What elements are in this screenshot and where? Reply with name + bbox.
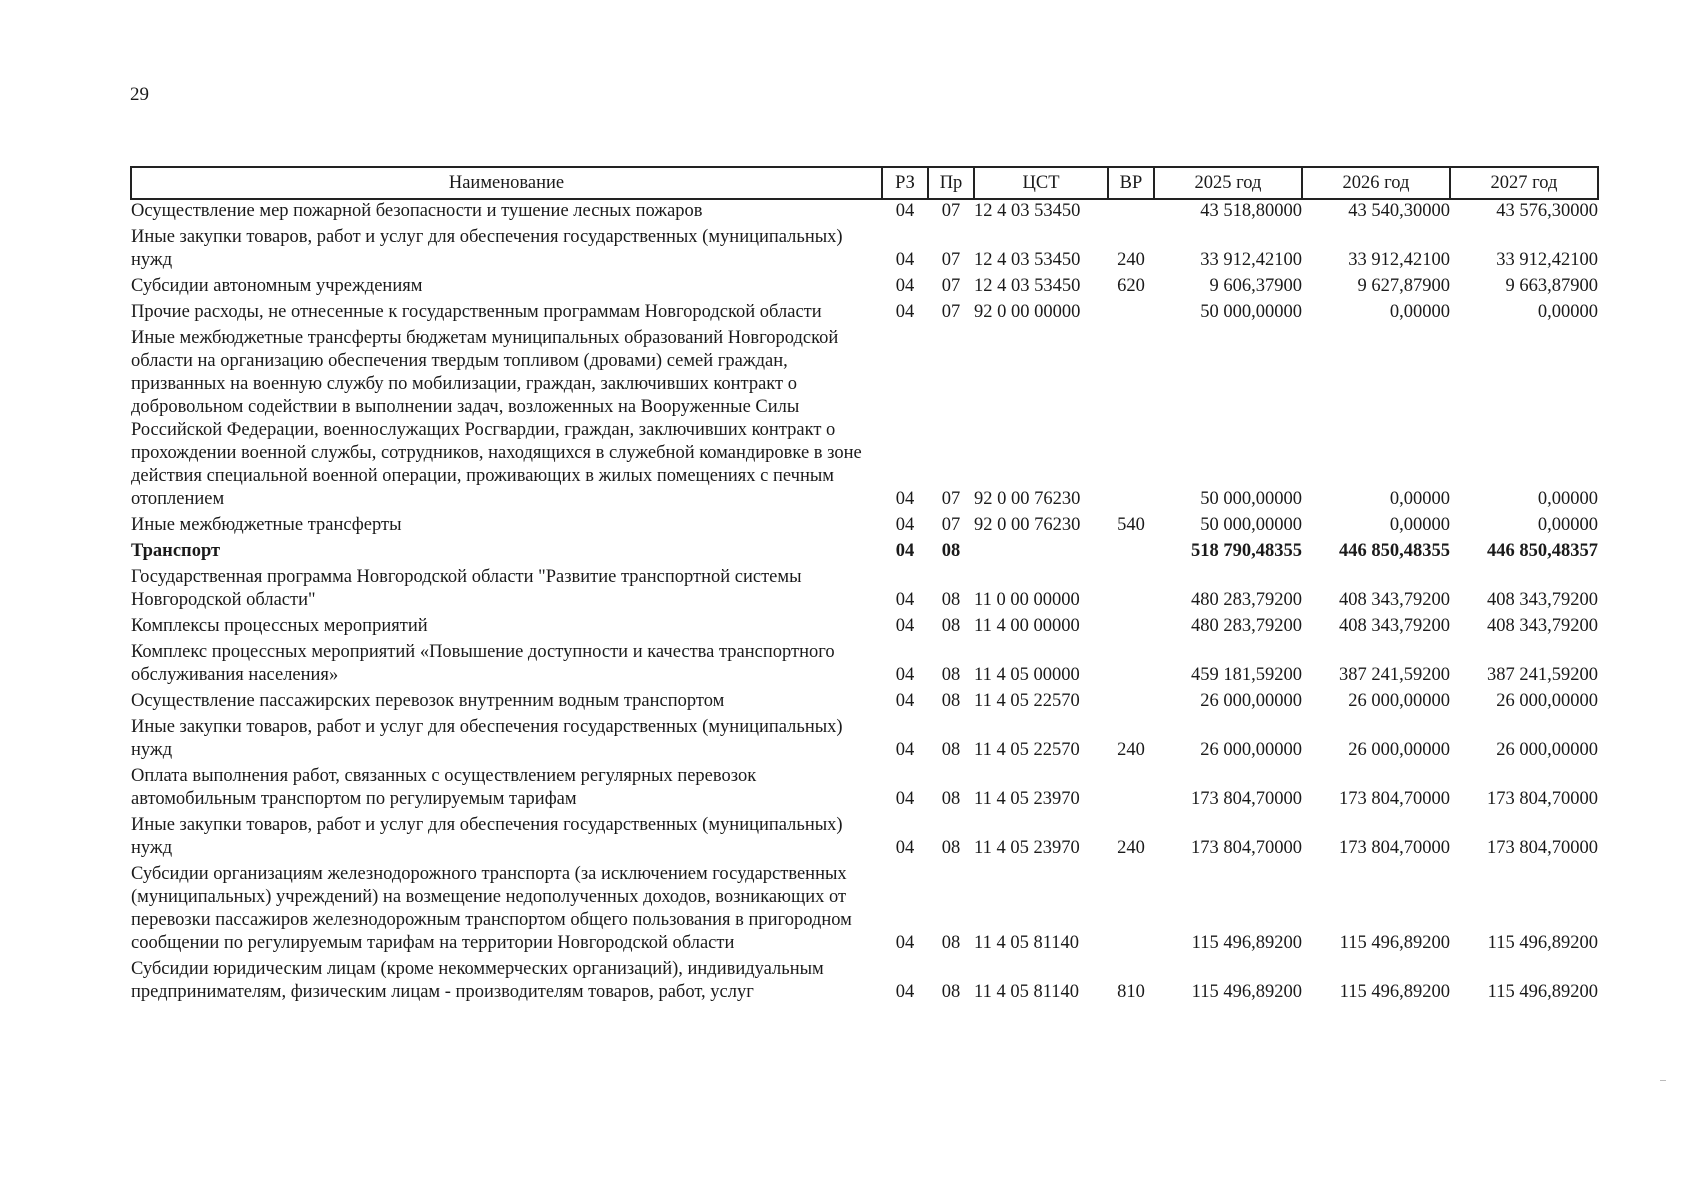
cell-y2026: 9 627,87900 — [1357, 276, 1450, 296]
cell-rz: 04 — [895, 201, 915, 221]
cell-cst: 11 4 05 00000 — [974, 665, 1080, 685]
cell-vr: 810 — [1117, 982, 1145, 1002]
cell-cst: 12 4 03 53450 — [974, 250, 1081, 270]
cell-cst: 11 4 05 22570 — [974, 740, 1080, 760]
cell-vr — [1108, 199, 1154, 226]
cell-vr: 240 — [1117, 740, 1145, 760]
cell-y2025: 518 790,48355 — [1191, 541, 1302, 561]
cell-vr: 540 — [1117, 515, 1145, 535]
cell-vr — [1108, 540, 1154, 566]
cell-y2025: 26 000,00000 — [1200, 740, 1302, 760]
cell-y2027: 173 804,70000 — [1487, 838, 1598, 858]
cell-pr: 08 — [941, 691, 961, 711]
cell-y2027: 408 343,79200 — [1487, 590, 1598, 610]
cell-name: Оплата выполнения работ, связанных с осуществлением регулярных перевозок автомобильным транспортом по регулируемым тарифам — [131, 766, 757, 809]
cell-cst: 11 4 00 00000 — [974, 616, 1080, 636]
cell-vr — [1108, 641, 1154, 690]
table-row — [131, 199, 1598, 226]
header-cst: ЦСТ — [974, 167, 1108, 199]
cell-rz: 04 — [895, 489, 915, 509]
table-row — [131, 716, 1598, 765]
cell-y2025: 115 496,89200 — [1191, 982, 1302, 1002]
cell-vr — [1108, 863, 1154, 958]
header-vr: ВР — [1108, 167, 1154, 199]
cell-name: Иные закупки товаров, работ и услуг для обеспечения государственных (муниципальных) нужд — [131, 815, 843, 858]
cell-y2025: 43 518,80000 — [1200, 201, 1302, 221]
table-row — [131, 690, 1598, 716]
cell-y2026: 115 496,89200 — [1339, 982, 1450, 1002]
table-row — [131, 814, 1598, 863]
cell-pr: 08 — [941, 541, 961, 561]
header-2026: 2026 год — [1302, 167, 1450, 199]
table-row — [131, 566, 1598, 615]
cell-rz: 04 — [895, 250, 915, 270]
cell-name: Иные межбюджетные трансферты — [131, 515, 402, 535]
cell-vr — [1108, 765, 1154, 814]
cell-name: Прочие расходы, не отнесенные к государственным программам Новгородской области — [131, 302, 822, 322]
cell-y2025: 50 000,00000 — [1200, 489, 1302, 509]
cell-y2027: 43 576,30000 — [1496, 201, 1598, 221]
table-row — [131, 765, 1598, 814]
cell-rz: 04 — [895, 665, 915, 685]
cell-y2027: 26 000,00000 — [1496, 691, 1598, 711]
cell-pr: 07 — [941, 276, 961, 296]
cell-vr: 240 — [1117, 250, 1145, 270]
cell-name: Субсидии организациям железнодорожного транспорта (за исключением государственных (муниципальных) учреждений) на возмещение недополученных доходов, возникающих от перевозки пассажиров железнодорожным транспортом общего пользования в пригородном сообщении по регулируемым тарифам на территории Новгородской области — [131, 864, 852, 953]
table-row — [131, 514, 1598, 540]
cell-cst: 11 4 05 22570 — [974, 691, 1080, 711]
cell-vr — [1108, 615, 1154, 641]
cell-cst: 92 0 00 76230 — [974, 515, 1081, 535]
cell-name: Субсидии юридическим лицам (кроме некоммерческих организаций), индивидуальным предпринимателям, физическим лицам - производителям товаров, работ, услуг — [131, 959, 824, 1002]
cell-pr: 08 — [941, 590, 961, 610]
cell-rz: 04 — [895, 276, 915, 296]
cell-pr: 08 — [941, 838, 961, 858]
page-number: 29 — [130, 84, 149, 105]
cell-rz: 04 — [895, 590, 915, 610]
cell-vr — [1108, 690, 1154, 716]
cell-y2026: 0,00000 — [1389, 489, 1450, 509]
table-body — [131, 199, 1598, 1007]
cell-pr: 07 — [941, 201, 961, 221]
table-row — [131, 615, 1598, 641]
header-name: Наименование — [131, 167, 882, 199]
cell-y2027: 9 663,87900 — [1505, 276, 1598, 296]
cell-pr: 07 — [941, 515, 961, 535]
cell-name: Осуществление пассажирских перевозок внутренним водным транспортом — [131, 691, 725, 711]
cell-y2026: 26 000,00000 — [1348, 740, 1450, 760]
cell-name: Комплекс процессных мероприятий «Повышение доступности и качества транспортного обслуживания населения» — [131, 642, 835, 685]
cell-y2026: 33 912,42100 — [1348, 250, 1450, 270]
cell-y2027: 33 912,42100 — [1496, 250, 1598, 270]
cell-cst: 92 0 00 76230 — [974, 489, 1081, 509]
cell-name: Иные межбюджетные трансферты бюджетам муниципальных образований Новгородской области на организацию обеспечения твердым топливом (дровами) семей граждан, призванных на военную службу по мобилизации, граждан, заключивших контракт о добровольном содействии в выполнении задач, возложенных на Вооруженные Силы Российской Федерации, военнослужащих Росгвардии, граждан, заключивших контракт о прохождении военной службы, сотрудников, находящихся в служебной командировке в зоне действия специальной военной операции, проживающих в жилых помещениях с печным отоплением — [131, 328, 862, 509]
cell-rz: 04 — [895, 616, 915, 636]
cell-name: Субсидии автономным учреждениям — [131, 276, 423, 296]
cell-y2027: 408 343,79200 — [1487, 616, 1598, 636]
cell-rz: 04 — [895, 515, 915, 535]
cell-y2026: 408 343,79200 — [1339, 590, 1450, 610]
header-2025: 2025 год — [1154, 167, 1302, 199]
cell-name: Осуществление мер пожарной безопасности и тушение лесных пожаров — [131, 201, 703, 221]
header-rz: РЗ — [882, 167, 928, 199]
cell-y2027: 115 496,89200 — [1487, 933, 1598, 953]
cell-name: Государственная программа Новгородской области "Развитие транспортной системы Новгородской области" — [131, 567, 802, 610]
cell-vr — [1108, 566, 1154, 615]
cell-rz: 04 — [895, 933, 915, 953]
cell-rz: 04 — [895, 789, 915, 809]
cell-y2026: 0,00000 — [1389, 302, 1450, 322]
cell-y2025: 50 000,00000 — [1200, 515, 1302, 535]
cell-y2025: 480 283,79200 — [1191, 616, 1302, 636]
cell-vr: 620 — [1117, 276, 1145, 296]
cell-y2026: 26 000,00000 — [1348, 691, 1450, 711]
budget-table — [130, 166, 1599, 1007]
cell-rz: 04 — [895, 838, 915, 858]
cell-rz: 04 — [895, 541, 915, 561]
cell-pr: 08 — [941, 616, 961, 636]
cell-y2026: 387 241,59200 — [1339, 665, 1450, 685]
cell-y2025: 173 804,70000 — [1191, 789, 1302, 809]
cell-y2027: 173 804,70000 — [1487, 789, 1598, 809]
table-row — [131, 641, 1598, 690]
cell-y2026: 408 343,79200 — [1339, 616, 1450, 636]
table-row — [131, 540, 1598, 566]
header-2027: 2027 год — [1450, 167, 1598, 199]
cell-name: Иные закупки товаров, работ и услуг для обеспечения государственных (муниципальных) нужд — [131, 227, 843, 270]
cell-y2025: 115 496,89200 — [1191, 933, 1302, 953]
table-row — [131, 226, 1598, 275]
cell-pr: 08 — [941, 982, 961, 1002]
table-row — [131, 275, 1598, 301]
cell-y2027: 0,00000 — [1537, 489, 1598, 509]
table-row — [131, 327, 1598, 514]
cell-pr: 07 — [941, 250, 961, 270]
table-row — [131, 301, 1598, 327]
cell-y2027: 0,00000 — [1537, 515, 1598, 535]
cell-cst — [974, 540, 1108, 566]
cell-vr — [1108, 327, 1154, 514]
cell-y2025: 9 606,37900 — [1209, 276, 1302, 296]
cell-pr: 08 — [941, 933, 961, 953]
cell-y2026: 115 496,89200 — [1339, 933, 1450, 953]
cell-pr: 08 — [941, 789, 961, 809]
cell-y2026: 43 540,30000 — [1348, 201, 1450, 221]
table-header-row — [131, 167, 1598, 199]
cell-rz: 04 — [895, 740, 915, 760]
cell-cst: 11 0 00 00000 — [974, 590, 1080, 610]
cell-y2027: 115 496,89200 — [1487, 982, 1598, 1002]
cell-name: Иные закупки товаров, работ и услуг для обеспечения государственных (муниципальных) нужд — [131, 717, 843, 760]
scan-edge-mark — [1660, 1080, 1666, 1081]
cell-y2026: 0,00000 — [1389, 515, 1450, 535]
cell-name: Транспорт — [131, 541, 221, 561]
cell-y2025: 173 804,70000 — [1191, 838, 1302, 858]
cell-cst: 92 0 00 00000 — [974, 302, 1081, 322]
cell-vr: 240 — [1117, 838, 1145, 858]
cell-cst: 11 4 05 23970 — [974, 838, 1080, 858]
cell-cst: 12 4 03 53450 — [974, 276, 1081, 296]
cell-pr: 08 — [941, 740, 961, 760]
cell-rz: 04 — [895, 302, 915, 322]
cell-name: Комплексы процессных мероприятий — [131, 616, 428, 636]
cell-y2025: 480 283,79200 — [1191, 590, 1302, 610]
cell-cst: 11 4 05 81140 — [974, 933, 1080, 953]
cell-vr — [1108, 301, 1154, 327]
cell-rz: 04 — [895, 691, 915, 711]
cell-pr: 07 — [941, 489, 961, 509]
cell-y2027: 0,00000 — [1537, 302, 1598, 322]
cell-pr: 08 — [941, 665, 961, 685]
cell-y2025: 26 000,00000 — [1200, 691, 1302, 711]
cell-y2026: 173 804,70000 — [1339, 789, 1450, 809]
cell-y2025: 50 000,00000 — [1200, 302, 1302, 322]
cell-pr: 07 — [941, 302, 961, 322]
cell-y2027: 387 241,59200 — [1487, 665, 1598, 685]
cell-y2027: 446 850,48357 — [1487, 541, 1598, 561]
cell-cst: 11 4 05 81140 — [974, 982, 1080, 1002]
cell-y2027: 26 000,00000 — [1496, 740, 1598, 760]
cell-y2025: 33 912,42100 — [1200, 250, 1302, 270]
header-pr: Пр — [928, 167, 974, 199]
cell-cst: 11 4 05 23970 — [974, 789, 1080, 809]
cell-cst: 12 4 03 53450 — [974, 201, 1081, 221]
cell-y2025: 459 181,59200 — [1191, 665, 1302, 685]
cell-rz: 04 — [895, 982, 915, 1002]
table-row — [131, 863, 1598, 958]
cell-y2026: 446 850,48355 — [1339, 541, 1450, 561]
table-row — [131, 958, 1598, 1007]
cell-y2026: 173 804,70000 — [1339, 838, 1450, 858]
